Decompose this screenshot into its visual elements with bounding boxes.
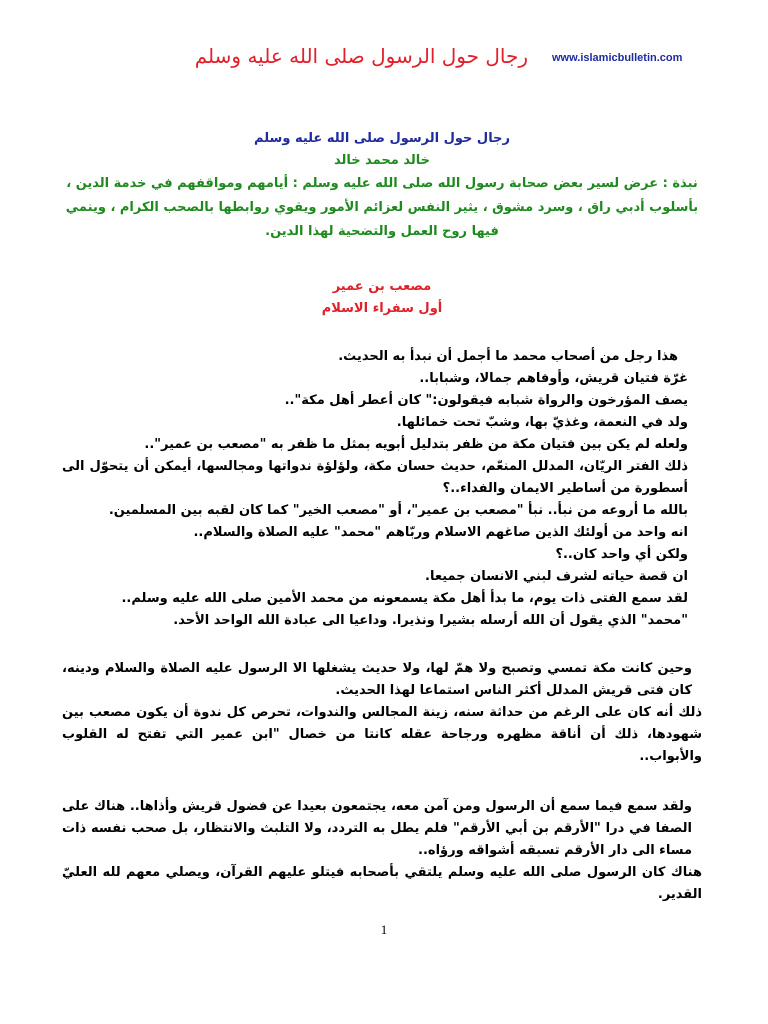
paragraph-line: هناك كان الرسول صلى الله عليه وسلم يلتقي بأصحابه فيتلو عليهم القرآن، ويصلي معهم لله العليّ القدير. — [62, 865, 702, 902]
paragraph-line: وحين كانت مكة تمسي وتصبح ولا همّ لها، ولا حديث يشغلها الا الرسول عليه الصلاة والسلام ودينه، كان فتى قريش المدلل أكثر الناس استماعا لهذا الحديث. — [62, 661, 692, 698]
paragraph — [62, 796, 702, 906]
paragraph-line: ان قصة حياته لشرف لبني الانسان جميعا. — [425, 569, 688, 584]
intro-label: نبذة : — [662, 176, 698, 191]
intro-text: عرض لسير بعض صحابة رسول الله صلى الله عليه وسلم : أيامهم ومواقفهم في خدمة الدين ، — [66, 176, 659, 191]
document-author: خالد محمد خالد — [334, 153, 430, 168]
intro-line — [62, 172, 702, 196]
document-title: رجال حول الرسول صلى الله عليه وسلم — [254, 131, 510, 146]
paragraph-line: ذلك الفتر الريّان، المدلل المنعّم، حديث حسان مكة، ولؤلؤة ندواتها ومجالسها، أيمكن أن يتحوّل الى أسطورة من أساطير الايمان والفداء..؟ — [62, 459, 688, 496]
paragraph — [62, 658, 702, 768]
paragraph — [62, 346, 702, 632]
section-heading — [62, 276, 702, 320]
header-title: رجال حول الرسول صلى الله عليه وسلم — [194, 44, 528, 68]
website-link[interactable]: www.islamicbulletin.com — [552, 52, 683, 64]
page-number: 1 — [380, 922, 388, 937]
intro-line: بأسلوب أدبي راق ، وسرد مشوق ، يثير النفس لعزائم الأمور ويقوي روابطها بالصحب الكرام ، وينمي — [65, 200, 699, 215]
paragraph-line: غرّة فتيان قريش، وأوفاهم جمالا، وشبابا.. — [419, 371, 688, 386]
intro-block — [62, 172, 702, 244]
section-subtitle: أول سفراء الاسلام — [321, 301, 443, 316]
paragraph-line: انه واحد من أولئك الذين صاغهم الاسلام وربّاهم "محمد" عليه الصلاة والسلام.. — [193, 525, 688, 540]
paragraph-line: ولقد سمع فيما سمع أن الرسول ومن آمن معه، يجتمعون بعيدا عن فضول قريش وأذاها.. هناك على الصفا في درا "الأرقم بن أبي الأرقم" فلم يطل به التردد، ولا التلبث والانتظار، بل صحب نفسه ذات مساء الى دار الأرقم تسبقه أشواقه ورؤاه.. — [62, 799, 692, 858]
paragraph-line: ولعله لم يكن بين فتيان مكة من ظفر بتدليل أبويه بمثل ما ظفر به "مصعب بن عمير".. — [144, 437, 688, 452]
paragraph-line: لقد سمع الفتى ذات يوم، ما بدأ أهل مكة يسمعونه من محمد الأمين صلى الله عليه وسلم.. — [121, 591, 688, 606]
intro-line: فيها روح العمل والتضحية لهذا الدين. — [265, 224, 499, 239]
paragraph-line: "محمد" الذي يقول أن الله أرسله بشيرا ونذيرا. وداعيا الى عبادة الله الواحد الأحد. — [173, 613, 688, 628]
paragraph-line: ولد في النعمة، وغذيّ بها، وشبّ تحت خمائلها. — [396, 415, 688, 430]
paragraph-line: بالله ما أروعه من نبأ.. نبأ "مصعب بن عمير"، أو "مصعب الخير" كما كان لقبه بين المسلمين. — [108, 503, 688, 518]
page-header — [60, 44, 708, 74]
paragraph-line: ولكن أي واحد كان..؟ — [555, 547, 688, 562]
paragraph-line: هذا رجل من أصحاب محمد ما أجمل أن نبدأ به الحديث. — [338, 349, 678, 364]
section-title: مصعب بن عمير — [332, 279, 432, 294]
document-body — [62, 122, 702, 906]
paragraph-line: ذلك أنه كان على الرغم من حداثة سنه، زينة المجالس والندوات، تحرص كل ندوة أن يكون مصعب بين شهودها، ذلك أن أناقة مظهره ورجاحة عقله كانتا من خصال "ابن عمير التي تفتح له القلوب والأبواب.. — [62, 705, 702, 764]
paragraph-line: يصف المؤرخون والرواة شبابه فيقولون:" كان أعطر أهل مكة".. — [284, 393, 688, 408]
